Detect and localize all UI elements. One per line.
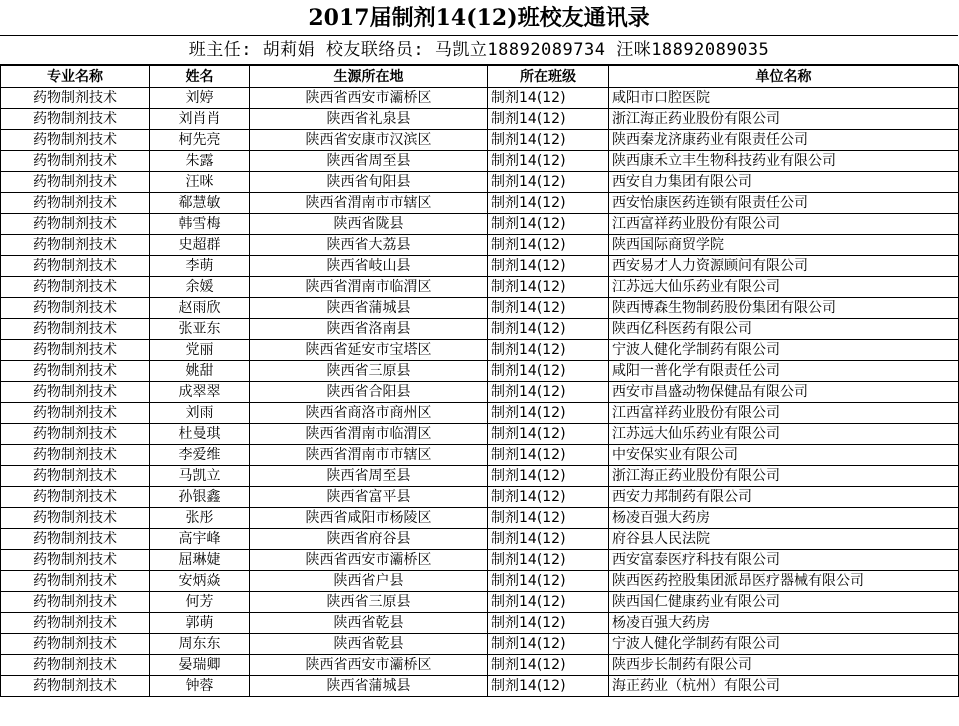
cell-origin[interactable]: 陕西省渭南市市辖区 [250, 445, 488, 466]
cell-origin[interactable]: 陕西省渭南市临渭区 [250, 277, 488, 298]
cell-origin[interactable]: 陕西省西安市灞桥区 [250, 655, 488, 676]
cell-employer[interactable]: 杨凌百强大药房 [609, 508, 959, 529]
table-row [1, 634, 959, 655]
cell-name[interactable]: 安炳焱 [150, 571, 250, 592]
cell-origin[interactable]: 陕西省户县 [250, 571, 488, 592]
cell-name[interactable]: 钟蓉 [150, 676, 250, 697]
cell-origin[interactable]: 陕西省富平县 [250, 487, 488, 508]
cell-origin[interactable]: 陕西省渭南市市辖区 [250, 193, 488, 214]
cell-origin[interactable]: 陕西省陇县 [250, 214, 488, 235]
cell-class[interactable]: 制剂14(12) [488, 403, 609, 424]
table-row [1, 613, 959, 634]
table-row [1, 298, 959, 319]
cell-major[interactable]: 药物制剂技术 [1, 424, 150, 445]
cell-major[interactable]: 药物制剂技术 [1, 613, 150, 634]
table-row [1, 529, 959, 550]
cell-class[interactable]: 制剂14(12) [488, 676, 609, 697]
table-row [1, 235, 959, 256]
cell-class[interactable]: 制剂14(12) [488, 550, 609, 571]
contact-subtitle: 班主任: 胡莉娟 校友联络员: 马凯立18892089734 汪咪18892089035 [0, 36, 958, 65]
cell-name[interactable]: 党丽 [150, 340, 250, 361]
cell-employer[interactable]: 江西富祥药业股份有限公司 [609, 214, 959, 235]
cell-name[interactable]: 张亚东 [150, 319, 250, 340]
cell-major[interactable]: 药物制剂技术 [1, 634, 150, 655]
cell-name[interactable]: 余媛 [150, 277, 250, 298]
cell-major[interactable]: 药物制剂技术 [1, 508, 150, 529]
cell-major[interactable]: 药物制剂技术 [1, 655, 150, 676]
cell-name[interactable]: 屈琳婕 [150, 550, 250, 571]
cell-major[interactable]: 药物制剂技术 [1, 298, 150, 319]
cell-origin[interactable]: 陕西省蒲城县 [250, 298, 488, 319]
cell-name[interactable]: 史超群 [150, 235, 250, 256]
cell-major[interactable]: 药物制剂技术 [1, 340, 150, 361]
cell-name[interactable]: 孙银鑫 [150, 487, 250, 508]
cell-major[interactable]: 药物制剂技术 [1, 319, 150, 340]
cell-class[interactable]: 制剂14(12) [488, 193, 609, 214]
cell-employer[interactable]: 西安富泰医疗科技有限公司 [609, 550, 959, 571]
table-row [1, 550, 959, 571]
cell-class[interactable]: 制剂14(12) [488, 319, 609, 340]
header-row [1, 66, 959, 88]
cell-employer[interactable]: 西安怡康医药连锁有限责任公司 [609, 193, 959, 214]
cell-employer[interactable]: 浙江海正药业股份有限公司 [609, 109, 959, 130]
cell-name[interactable]: 李萌 [150, 256, 250, 277]
cell-major[interactable]: 药物制剂技术 [1, 151, 150, 172]
cell-origin[interactable]: 陕西省安康市汉滨区 [250, 130, 488, 151]
header-class[interactable]: 所在班级 [488, 66, 609, 88]
cell-employer[interactable]: 西安力邦制药有限公司 [609, 487, 959, 508]
cell-origin[interactable]: 陕西省延安市宝塔区 [250, 340, 488, 361]
cell-class[interactable]: 制剂14(12) [488, 655, 609, 676]
cell-major[interactable]: 药物制剂技术 [1, 676, 150, 697]
cell-class[interactable]: 制剂14(12) [488, 487, 609, 508]
cell-origin[interactable]: 陕西省西安市灞桥区 [250, 550, 488, 571]
cell-class[interactable]: 制剂14(12) [488, 172, 609, 193]
cell-origin[interactable]: 陕西省旬阳县 [250, 172, 488, 193]
cell-employer[interactable]: 陕西国仁健康药业有限公司 [609, 592, 959, 613]
cell-major[interactable]: 药物制剂技术 [1, 550, 150, 571]
header-major[interactable]: 专业名称 [1, 66, 150, 88]
cell-name[interactable]: 郗慧敏 [150, 193, 250, 214]
cell-name[interactable]: 汪咪 [150, 172, 250, 193]
cell-origin[interactable]: 陕西省洛南县 [250, 319, 488, 340]
cell-class[interactable]: 制剂14(12) [488, 256, 609, 277]
cell-name[interactable]: 成翠翠 [150, 382, 250, 403]
cell-class[interactable]: 制剂14(12) [488, 277, 609, 298]
cell-major[interactable]: 药物制剂技术 [1, 109, 150, 130]
cell-name[interactable]: 李爱维 [150, 445, 250, 466]
cell-major[interactable]: 药物制剂技术 [1, 382, 150, 403]
cell-origin[interactable]: 陕西省府谷县 [250, 529, 488, 550]
cell-name[interactable]: 马凯立 [150, 466, 250, 487]
table-row [1, 571, 959, 592]
cell-employer[interactable]: 宁波人健化学制药有限公司 [609, 634, 959, 655]
cell-employer[interactable]: 府谷县人民法院 [609, 529, 959, 550]
table-row [1, 487, 959, 508]
cell-class[interactable]: 制剂14(12) [488, 634, 609, 655]
table-row [1, 655, 959, 676]
cell-origin[interactable]: 陕西省大荔县 [250, 235, 488, 256]
table-row [1, 382, 959, 403]
cell-employer[interactable]: 西安自力集团有限公司 [609, 172, 959, 193]
cell-name[interactable]: 周东东 [150, 634, 250, 655]
cell-class[interactable]: 制剂14(12) [488, 130, 609, 151]
cell-major[interactable]: 药物制剂技术 [1, 88, 150, 109]
cell-origin[interactable]: 陕西省乾县 [250, 613, 488, 634]
table-row [1, 193, 959, 214]
header-employer[interactable]: 单位名称 [609, 66, 959, 88]
table-row [1, 172, 959, 193]
cell-employer[interactable]: 陕西康禾立丰生物科技药业有限公司 [609, 151, 959, 172]
cell-major[interactable]: 药物制剂技术 [1, 361, 150, 382]
cell-name[interactable]: 刘婷 [150, 88, 250, 109]
cell-name[interactable]: 郭萌 [150, 613, 250, 634]
cell-name[interactable]: 刘肖肖 [150, 109, 250, 130]
cell-origin[interactable]: 陕西省岐山县 [250, 256, 488, 277]
table-row [1, 403, 959, 424]
table-row [1, 256, 959, 277]
table-row [1, 151, 959, 172]
table-row [1, 466, 959, 487]
cell-class[interactable]: 制剂14(12) [488, 361, 609, 382]
cell-class[interactable]: 制剂14(12) [488, 445, 609, 466]
table-row [1, 88, 959, 109]
cell-name[interactable]: 杜曼琪 [150, 424, 250, 445]
cell-employer[interactable]: 陕西博森生物制药股份集团有限公司 [609, 298, 959, 319]
cell-origin[interactable]: 陕西省周至县 [250, 151, 488, 172]
cell-origin[interactable]: 陕西省商洛市商州区 [250, 403, 488, 424]
cell-class[interactable]: 制剂14(12) [488, 529, 609, 550]
cell-employer[interactable]: 海正药业（杭州）有限公司 [609, 676, 959, 697]
cell-employer[interactable]: 陕西国际商贸学院 [609, 235, 959, 256]
table-row [1, 214, 959, 235]
table-row [1, 445, 959, 466]
cell-name[interactable]: 晏瑞卿 [150, 655, 250, 676]
table-row [1, 340, 959, 361]
cell-class[interactable]: 制剂14(12) [488, 613, 609, 634]
cell-origin[interactable]: 陕西省礼泉县 [250, 109, 488, 130]
table-row [1, 592, 959, 613]
cell-origin[interactable]: 陕西省三原县 [250, 361, 488, 382]
cell-name[interactable]: 赵雨欣 [150, 298, 250, 319]
cell-class[interactable]: 制剂14(12) [488, 151, 609, 172]
cell-employer[interactable]: 陕西亿科医药有限公司 [609, 319, 959, 340]
table-row [1, 676, 959, 697]
cell-origin[interactable]: 陕西省渭南市临渭区 [250, 424, 488, 445]
table-row [1, 109, 959, 130]
cell-major[interactable]: 药物制剂技术 [1, 130, 150, 151]
cell-employer[interactable]: 杨凌百强大药房 [609, 613, 959, 634]
cell-name[interactable]: 柯先亮 [150, 130, 250, 151]
cell-employer[interactable]: 中安保实业有限公司 [609, 445, 959, 466]
cell-origin[interactable]: 陕西省蒲城县 [250, 676, 488, 697]
cell-origin[interactable]: 陕西省周至县 [250, 466, 488, 487]
cell-employer[interactable]: 江苏远大仙乐药业有限公司 [609, 277, 959, 298]
cell-origin[interactable]: 陕西省西安市灞桥区 [250, 88, 488, 109]
cell-major[interactable]: 药物制剂技术 [1, 403, 150, 424]
cell-employer[interactable]: 咸阳一普化学有限责任公司 [609, 361, 959, 382]
cell-origin[interactable]: 陕西省合阳县 [250, 382, 488, 403]
cell-class[interactable]: 制剂14(12) [488, 424, 609, 445]
cell-employer[interactable]: 浙江海正药业股份有限公司 [609, 466, 959, 487]
cell-major[interactable]: 药物制剂技术 [1, 235, 150, 256]
cell-name[interactable]: 刘雨 [150, 403, 250, 424]
cell-class[interactable]: 制剂14(12) [488, 508, 609, 529]
cell-name[interactable]: 姚甜 [150, 361, 250, 382]
table-row [1, 361, 959, 382]
cell-employer[interactable]: 宁波人健化学制药有限公司 [609, 340, 959, 361]
cell-origin[interactable]: 陕西省咸阳市杨陵区 [250, 508, 488, 529]
cell-major[interactable]: 药物制剂技术 [1, 214, 150, 235]
cell-major[interactable]: 药物制剂技术 [1, 172, 150, 193]
cell-employer[interactable]: 咸阳市口腔医院 [609, 88, 959, 109]
cell-employer[interactable]: 江苏远大仙乐药业有限公司 [609, 424, 959, 445]
cell-major[interactable]: 药物制剂技术 [1, 529, 150, 550]
cell-major[interactable]: 药物制剂技术 [1, 571, 150, 592]
table-row [1, 130, 959, 151]
cell-class[interactable]: 制剂14(12) [488, 235, 609, 256]
cell-major[interactable]: 药物制剂技术 [1, 487, 150, 508]
cell-major[interactable]: 药物制剂技术 [1, 466, 150, 487]
table-row [1, 424, 959, 445]
cell-class[interactable]: 制剂14(12) [488, 466, 609, 487]
header-name[interactable]: 姓名 [150, 66, 250, 88]
cell-origin[interactable]: 陕西省乾县 [250, 634, 488, 655]
table-row [1, 319, 959, 340]
cell-name[interactable]: 张彤 [150, 508, 250, 529]
cell-employer[interactable]: 西安易才人力资源顾问有限公司 [609, 256, 959, 277]
alumni-table [0, 65, 959, 697]
cell-class[interactable]: 制剂14(12) [488, 109, 609, 130]
cell-class[interactable]: 制剂14(12) [488, 571, 609, 592]
cell-origin[interactable]: 陕西省三原县 [250, 592, 488, 613]
cell-major[interactable]: 药物制剂技术 [1, 256, 150, 277]
header-origin[interactable]: 生源所在地 [250, 66, 488, 88]
cell-class[interactable]: 制剂14(12) [488, 88, 609, 109]
table-row [1, 508, 959, 529]
cell-major[interactable]: 药物制剂技术 [1, 277, 150, 298]
cell-class[interactable]: 制剂14(12) [488, 592, 609, 613]
cell-major[interactable]: 药物制剂技术 [1, 193, 150, 214]
cell-employer[interactable]: 江西富祥药业股份有限公司 [609, 403, 959, 424]
cell-name[interactable]: 何芳 [150, 592, 250, 613]
cell-employer[interactable]: 陕西医药控股集团派昂医疗器械有限公司 [609, 571, 959, 592]
cell-major[interactable]: 药物制剂技术 [1, 445, 150, 466]
table-row [1, 277, 959, 298]
cell-class[interactable]: 制剂14(12) [488, 214, 609, 235]
page-title: 2017届制剂14(12)班校友通讯录 [0, 0, 958, 36]
cell-major[interactable]: 药物制剂技术 [1, 592, 150, 613]
cell-employer[interactable]: 陕西秦龙济康药业有限责任公司 [609, 130, 959, 151]
cell-class[interactable]: 制剂14(12) [488, 298, 609, 319]
cell-name[interactable]: 韩雪梅 [150, 214, 250, 235]
cell-name[interactable]: 高宇峰 [150, 529, 250, 550]
cell-class[interactable]: 制剂14(12) [488, 382, 609, 403]
cell-employer[interactable]: 陕西步长制药有限公司 [609, 655, 959, 676]
cell-name[interactable]: 朱露 [150, 151, 250, 172]
cell-employer[interactable]: 西安市昌盛动物保健品有限公司 [609, 382, 959, 403]
cell-class[interactable]: 制剂14(12) [488, 340, 609, 361]
